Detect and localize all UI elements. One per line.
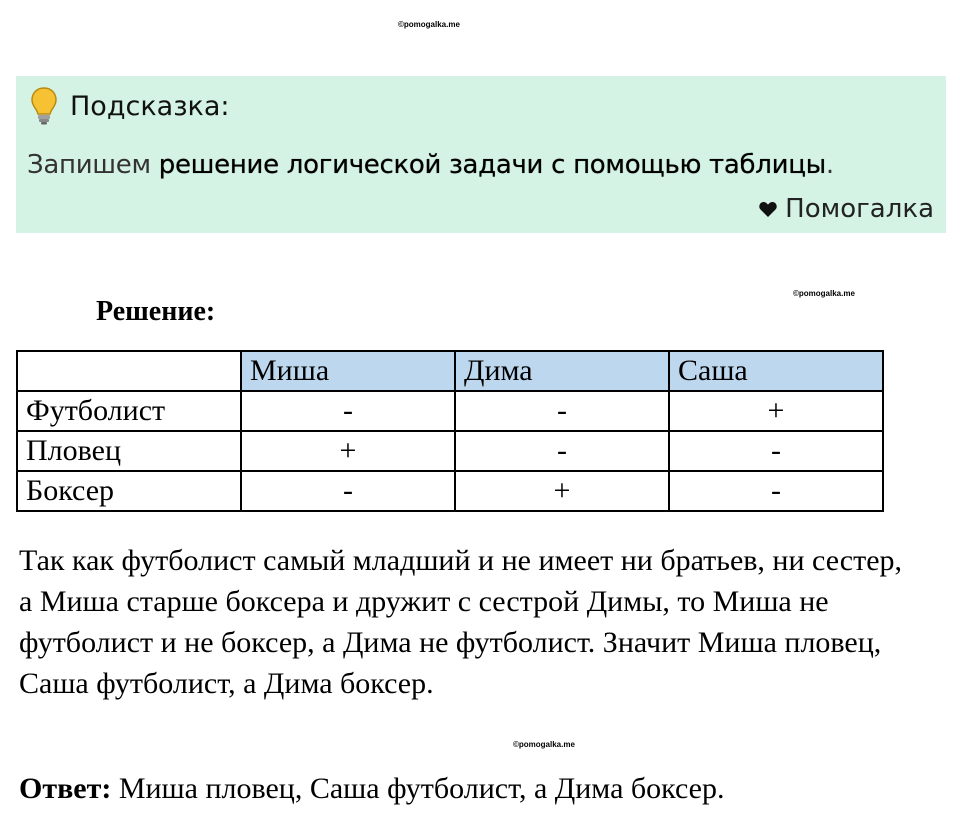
watermark-middle: ©pomogalka.me: [793, 289, 855, 298]
table-cell: +: [455, 471, 669, 511]
table-header-cell: [17, 351, 241, 391]
answer-text: Миша пловец, Саша футболист, а Дима боксер.: [111, 772, 725, 805]
logic-table: [16, 350, 884, 512]
table-cell: -: [669, 471, 883, 511]
table-cell: +: [241, 431, 455, 471]
table-cell: -: [669, 431, 883, 471]
table-row: [17, 391, 883, 431]
signature: [759, 194, 934, 224]
hint-title: Подсказка:: [70, 90, 230, 122]
table-header-cell: Дима: [455, 351, 669, 391]
hint-box: [16, 76, 946, 233]
lightbulb-icon: [30, 86, 58, 126]
signature-text: Помогалка: [785, 194, 934, 224]
table-cell: -: [455, 391, 669, 431]
heart-icon: [759, 201, 777, 218]
table-cell: -: [241, 391, 455, 431]
hint-header: [30, 86, 230, 126]
solution-paragraph: Так как футболист самый младший и не имеет ни братьев, ни сестер, а Миша старше боксера и дружит с сестрой Димы, то Миша не футболист и не боксер, а Дима не футболист. Значит Миша пловец, Саша футболист, а Дима боксер.: [19, 544, 903, 700]
row-label: Пловец: [17, 431, 241, 471]
table-cell: -: [241, 471, 455, 511]
table-row: [17, 431, 883, 471]
hint-text: [27, 150, 834, 180]
answer: [19, 772, 724, 806]
watermark-bottom: ©pomogalka.me: [513, 740, 575, 749]
hint-text-bold: решение логической задачи с помощью таблицы: [158, 150, 826, 180]
table-cell: -: [455, 431, 669, 471]
table-header-row: [17, 351, 883, 391]
row-label: Футболист: [17, 391, 241, 431]
table-header-cell: Миша: [241, 351, 455, 391]
table-header-cell: Саша: [669, 351, 883, 391]
watermark-top: ©pomogalka.me: [398, 20, 460, 29]
solution-title: Решение:: [96, 296, 216, 327]
hint-text-suffix: .: [825, 150, 834, 180]
table-row: [17, 471, 883, 511]
row-label: Боксер: [17, 471, 241, 511]
table-cell: +: [669, 391, 883, 431]
hint-text-prefix: Запишем: [27, 150, 159, 180]
answer-label: Ответ:: [19, 772, 112, 805]
